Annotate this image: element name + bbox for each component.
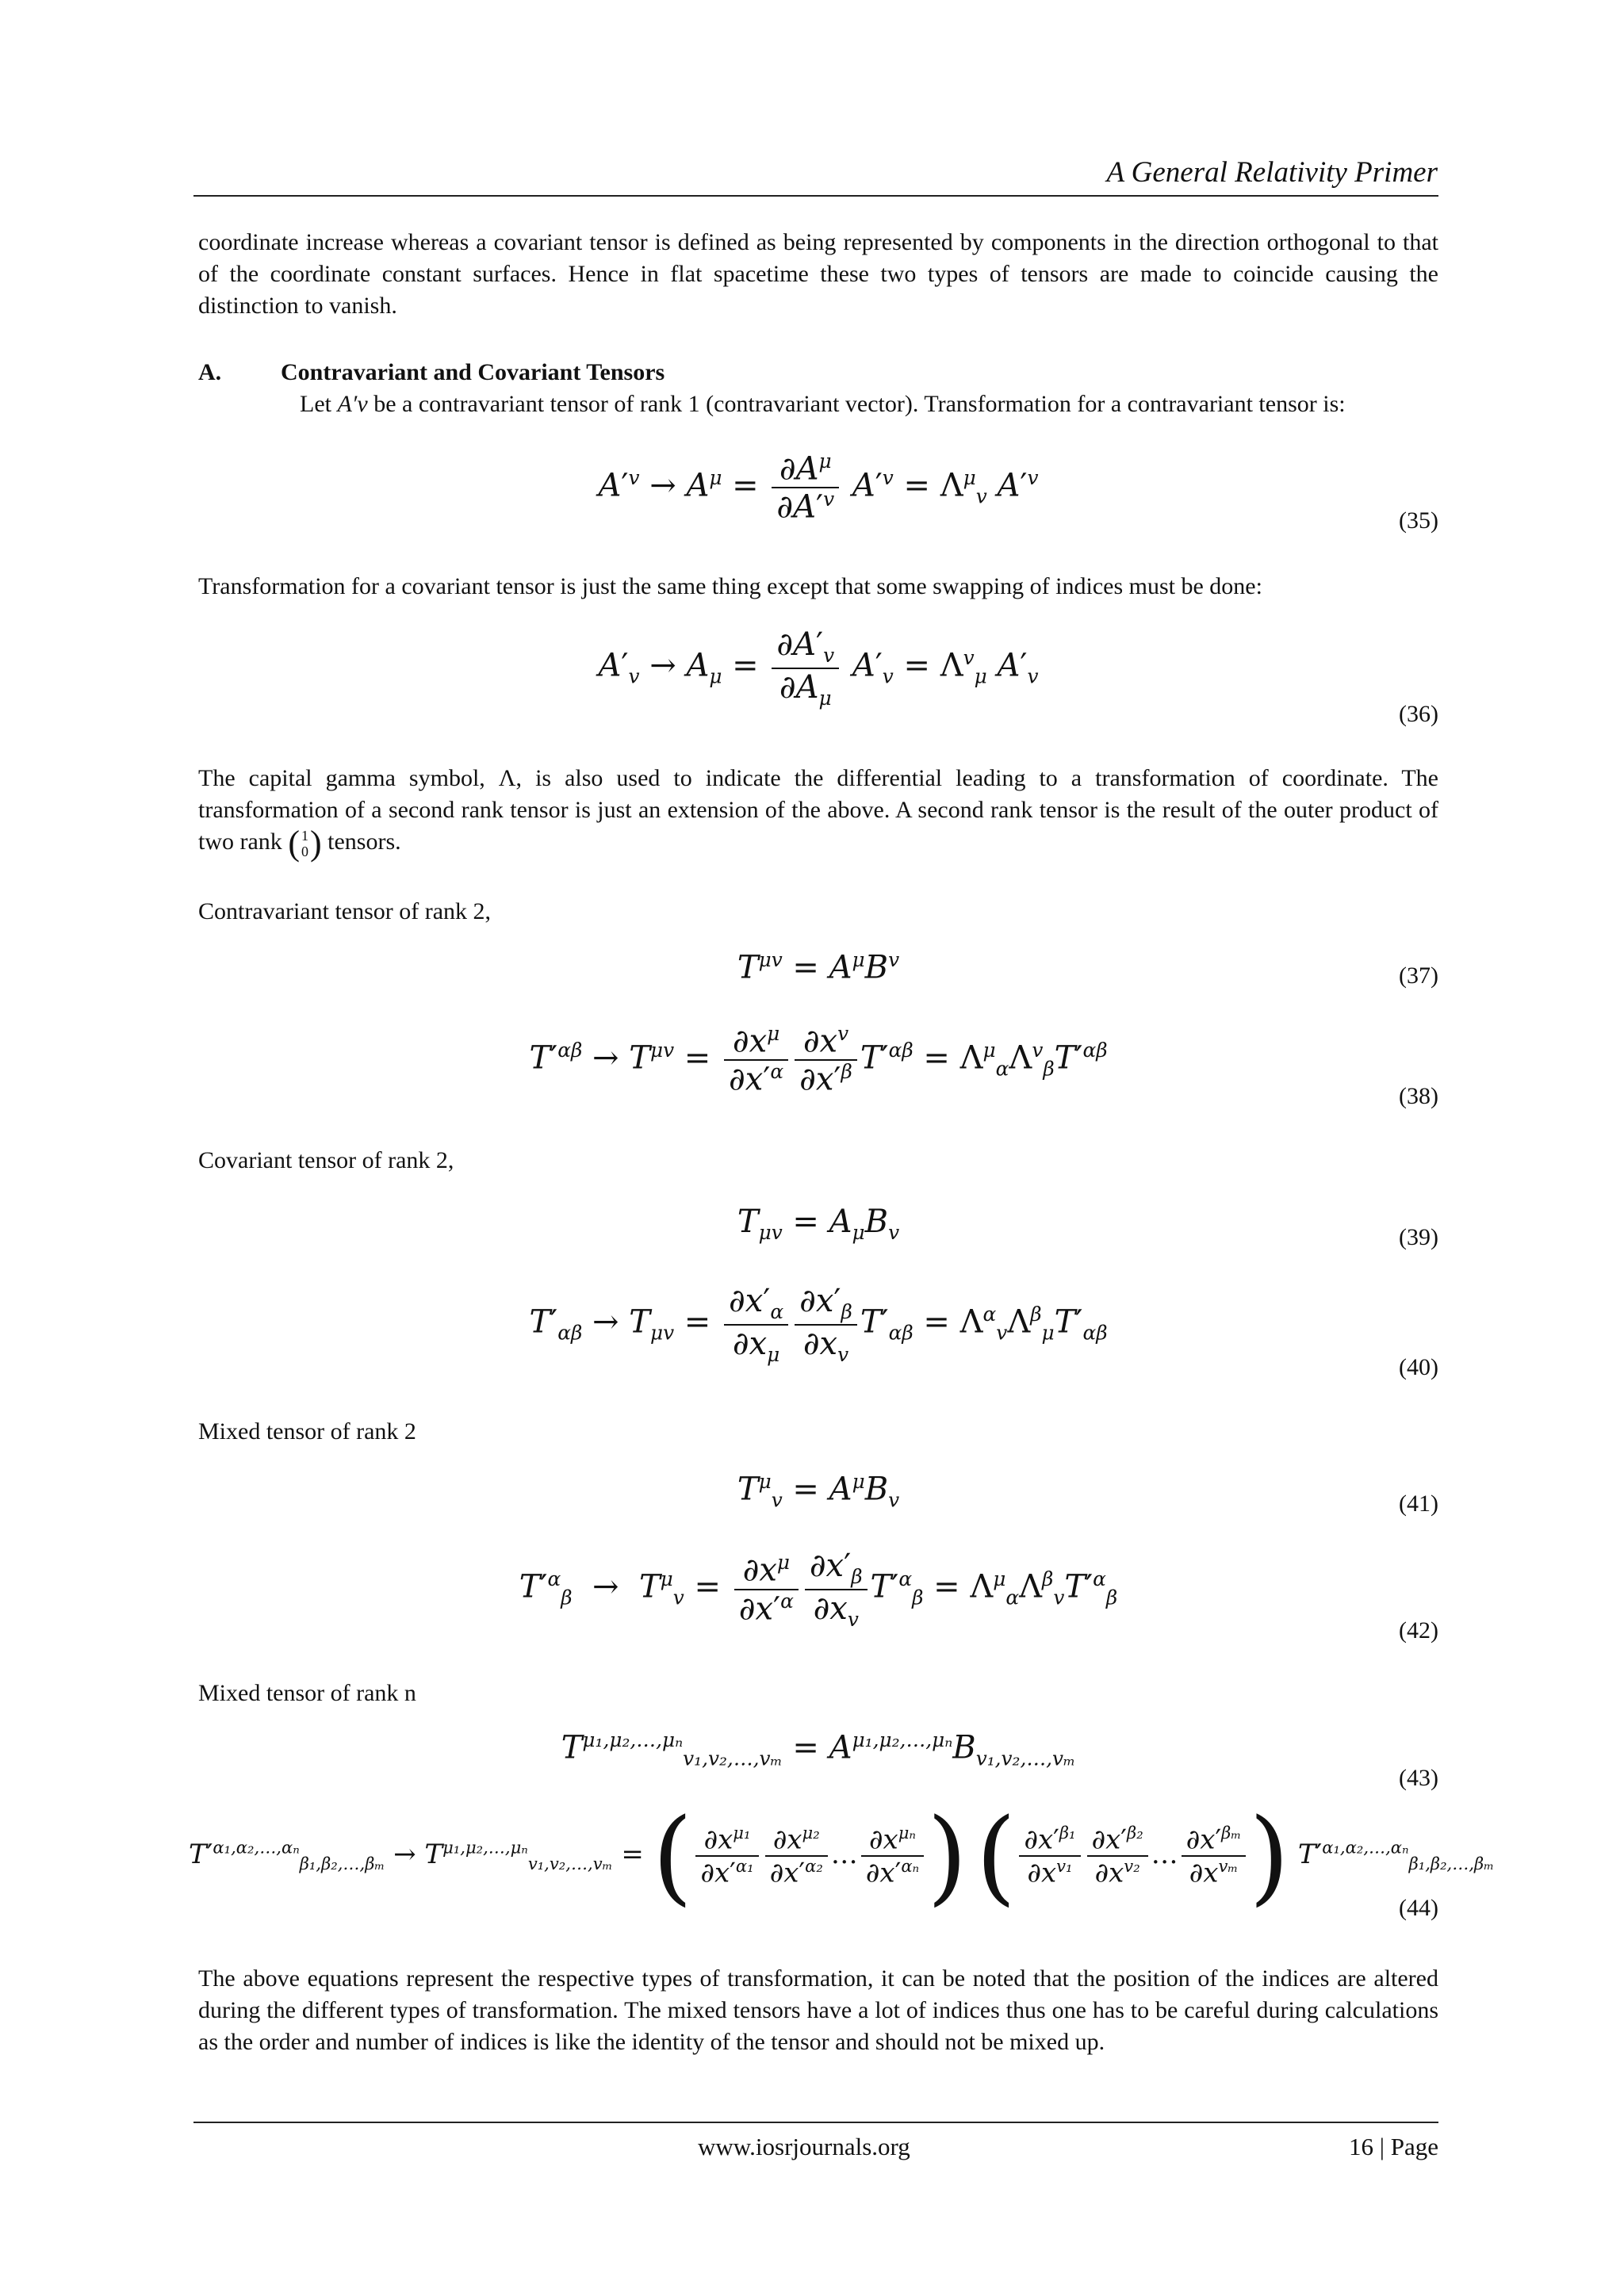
binom-top: 1 — [301, 828, 308, 844]
equation-37: $T^{\mu v} = A^\mu B^v$ — [737, 948, 900, 986]
equation-number-42: (42) — [1399, 1617, 1438, 1644]
equation-41: $T^\mu_v = A^\mu B_v$ — [737, 1470, 900, 1512]
header-rule — [193, 195, 1438, 197]
para3-text: The capital gamma symbol, Λ, is also used to indicate the differential leading to a transformation of coordinate. The transformation of a second rank tensor is just an extension of the above. A second rank tensor is the result of the outer product of two rank — [198, 765, 1438, 855]
inline-symbol-A: A′v — [337, 391, 368, 417]
equation-39: $T_{\mu v} = A_\mu B_v$ — [737, 1203, 900, 1244]
equation-44: $T'^{\alpha_1,\alpha_2,\dots,\alpha_n}_{\beta_1,\beta_2,\dots,\beta_m} \to T^{\mu_1,\mu_2,\dots,\mu_n}_{v_1,v_2,\dots,v_m}$ = ( $\frac{\partial x^{\mu_1}}{\partial x'^{\alpha_1}}$ $\frac{\partial x^{\mu_2}}{\partial x'^{\alpha_2}}$ … $\frac{\partial x^{\mu_n}}{\partial x'^{\alpha_n}}$ ) ( $\frac{\partial x'^{\beta_1}}{\partial x^{v_1}}$ $\frac{\partial x'^{\beta_2}}{\partial x^{v_2}}$ … $\frac{\partial x'^{\beta_m}}{\partial x^{v_m}}$ ) $T'^{\alpha_1,\alpha_2,\dots,\alpha_n}_{\beta_1,\beta_2,\dots,\beta_m}$ — [189, 1796, 1495, 1916]
running-title: A General Relativity Primer — [1106, 156, 1438, 189]
para1-suffix: be a contravariant tensor of rank 1 (contravariant vector). Transformation for a contravariant tensor is: — [373, 391, 1346, 417]
label-covariant-rank2: Covariant tensor of rank 2, — [198, 1147, 454, 1173]
intro-paragraph: coordinate increase whereas a covariant tensor is defined as being represented by components in the direction orthogonal to that of the coordinate constant surfaces. Hence in flat spacetime these two types of tensors are made to coincide causing the distinction to vanish. — [198, 229, 1438, 319]
equation-number-41: (41) — [1399, 1490, 1438, 1517]
para1-prefix: Let — [300, 391, 331, 417]
equation-42: $T'^\alpha_\beta \to T^\mu_v$ = $\frac{\partial x^\mu}{\partial x'^\alpha}$ $\frac{\partial x'_\beta}{\partial x_v}$ $T'^\alpha_\beta = \Lambda^\mu_\alpha\Lambda^\beta_vT'^\alpha_\beta$ — [519, 1548, 1118, 1631]
equation-number-40: (40) — [1399, 1354, 1438, 1380]
binom-bottom: 0 — [301, 844, 308, 860]
closing-paragraph: The above equations represent the respective types of transformation, it can be noted that the position of the indices are altered during the different types of transformation. The mixed tensors have a lot of indices thus one has to be careful during calculations as the order and number of indices is like the identity of the tensor and should not be mixed up. — [198, 1965, 1438, 2055]
equation-40: $T'_{\alpha\beta} \to T_{\mu v}$ = $\frac{\partial x'_\alpha}{\partial x_\mu}$ $\frac{\partial x'_\beta}{\partial x_v}$ $T'_{\alpha\beta} = \Lambda^\alpha_v\Lambda^\beta_\mu T'_{\alpha\beta}$ — [529, 1283, 1108, 1366]
equation-number-37: (37) — [1399, 962, 1438, 989]
equation-36: $A'_v \to A_\mu$ = $\frac{\partial A'_v}{\partial A_\mu}$ $A'_v = \Lambda^v_\mu$ $A'_v$ — [598, 626, 1039, 710]
label-contravariant-rank2: Contravariant tensor of rank 2, — [198, 898, 492, 924]
label-mixed-rank2: Mixed tensor of rank 2 — [198, 1418, 416, 1445]
equation-number-39: (39) — [1399, 1224, 1438, 1250]
equation-35: $A'^v \to A^\mu$ = $\frac{\partial A^\mu}{\partial A'^v}$ $A'^v = \Lambda^\mu_v$ $A'^v$ — [598, 450, 1039, 526]
equation-number-38: (38) — [1399, 1083, 1438, 1109]
paragraph-contravariant-intro — [198, 388, 1438, 420]
binomial-rank-symbol: ( 1 0 ) — [288, 824, 322, 863]
footer-page-number: 16 | Page — [1349, 2133, 1438, 2160]
equation-number-43: (43) — [1399, 1765, 1438, 1791]
section-title: Contravariant and Covariant Tensors — [281, 359, 665, 385]
equation-38: $T'^{\alpha\beta} \to T^{\mu v}$ = $\frac{\partial x^\mu}{\partial x'^\alpha}$ $\frac{\partial x^v}{\partial x'^\beta}$ $T'^{\alpha\beta} = \Lambda^\mu_\alpha\Lambda^v_\beta T'^{\alpha\beta}$ — [529, 1022, 1108, 1098]
section-heading — [198, 357, 665, 388]
equation-number-35: (35) — [1399, 507, 1438, 534]
equation-43: $T^{\mu_1,\mu_2,\dots,\mu_n}_{v_1,v_2,\dots,v_m} = A^{\mu_1,\mu_2,\dots,\mu_n}B_{v_1,v_2,\dots,v_m}$ — [561, 1728, 1076, 1770]
paragraph-gamma-symbol — [198, 763, 1438, 861]
section-number: A. — [198, 359, 222, 385]
paragraph-covariant-intro: Transformation for a covariant tensor is just the same thing except that some swapping of indices must be done: — [198, 573, 1262, 599]
label-mixed-rankn: Mixed tensor of rank n — [198, 1680, 416, 1706]
para3-suffix: tensors. — [327, 828, 401, 855]
footer-website: www.iosrjournals.org — [698, 2133, 910, 2160]
equation-number-44: (44) — [1399, 1895, 1438, 1921]
footer-rule — [193, 2122, 1438, 2123]
equation-number-36: (36) — [1399, 701, 1438, 727]
